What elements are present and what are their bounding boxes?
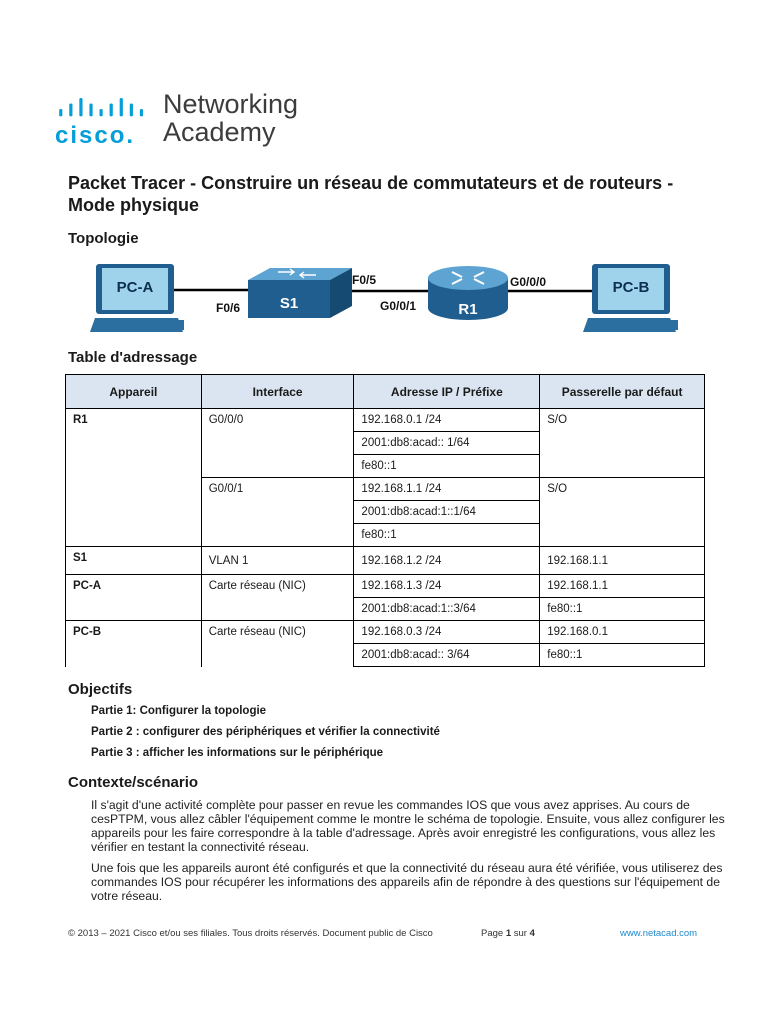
footer-copyright: © 2013 – 2021 Cisco et/ou ses filiales. Tous droits réservés. Document public de Cisco xyxy=(68,928,433,939)
ip-cell: 192.168.1.1 /24 xyxy=(354,478,540,501)
objective-item-3: Partie 3 : afficher les informations sur le périphérique xyxy=(91,747,384,759)
interface-cell: G0/0/1 xyxy=(201,478,354,547)
gateway-cell: fe80::1 xyxy=(540,644,705,667)
switch-s1-icon xyxy=(248,268,352,318)
interface-cell: Carte réseau (NIC) xyxy=(201,575,354,621)
ip-cell: fe80::1 xyxy=(354,524,540,547)
pc-b-icon xyxy=(583,264,678,332)
page-current: 1 xyxy=(505,928,512,939)
pc-b-label: PC-B xyxy=(612,279,650,296)
interface-g001-label: G0/0/1 xyxy=(380,299,417,313)
ip-cell: 192.168.1.3 /24 xyxy=(354,575,540,598)
document-title: Packet Tracer - Construire un réseau de commutateurs et de routeurs - Mode physique xyxy=(68,173,674,215)
ip-cell: 2001:db8:acad:: 1/64 xyxy=(354,432,540,455)
page-mid: sur xyxy=(513,928,527,939)
logo-academy-text: Academy xyxy=(163,117,276,147)
table-row xyxy=(66,621,705,644)
logo-networking-text: Networking xyxy=(163,89,299,119)
table-row xyxy=(66,409,705,432)
section-heading-context: Contexte/scénario xyxy=(68,774,199,791)
device-cell: S1 xyxy=(66,547,202,575)
gateway-cell: 192.168.1.1 xyxy=(540,575,705,598)
interface-g000-label: G0/0/0 xyxy=(510,275,547,289)
cisco-bars-icon xyxy=(55,98,155,120)
interface-cell: Carte réseau (NIC) xyxy=(201,621,354,667)
section-heading-topology: Topologie xyxy=(68,230,139,247)
section-heading-objectives: Objectifs xyxy=(68,681,133,698)
ip-cell: 192.168.0.1 /24 xyxy=(354,409,540,432)
pc-a-label: PC-A xyxy=(116,279,154,296)
device-cell: R1 xyxy=(66,409,202,547)
gateway-cell: S/O xyxy=(540,478,705,547)
context-paragraph-1: Il s'agit d'une activité complète pour passer en revue les commandes IOS que vous avez apprises. Au cours de cesPTPM, vous allez câbler l'équipement comme le montre le schéma de topologie. Ensuite, vous allez configurer les appareils pour les faire correspondre à la table d'adressage. Après avoir enregistré les configurations, vous allez les vérifier en testant la connectivité réseau. xyxy=(91,798,725,854)
interface-cell: G0/0/0 xyxy=(201,409,354,478)
objective-item-1: Partie 1: Configurer la topologie xyxy=(91,705,267,717)
ip-cell: 2001:db8:acad:1::1/64 xyxy=(354,501,540,524)
objective-item-2: Partie 2 : configurer des périphériques et vérifier la connectivité xyxy=(91,726,440,738)
topology-diagram xyxy=(90,258,690,338)
cisco-wordmark: cisco. xyxy=(55,122,136,149)
footer-page-number xyxy=(481,928,535,939)
router-r1-label: R1 xyxy=(458,301,478,318)
interface-cell: VLAN 1 xyxy=(201,547,354,575)
interface-f06-label: F0/6 xyxy=(216,301,241,315)
context-paragraph-2: Une fois que les appareils auront été configurés et que la connectivité du réseau aura été vérifiée, vous utiliserez des commandes IOS pour récupérer les informations des appareils afin de répondre à des questions sur l'équipement de votre réseau. xyxy=(91,861,723,903)
column-header-device: Appareil xyxy=(66,375,202,409)
pc-a-icon xyxy=(90,264,184,332)
cisco-networking-academy-logo xyxy=(55,89,315,154)
table-row xyxy=(66,575,705,598)
ip-cell: 192.168.1.2 /24 xyxy=(354,547,540,575)
column-header-interface: Interface xyxy=(201,375,354,409)
ip-cell: 192.168.0.3 /24 xyxy=(354,621,540,644)
addressing-table xyxy=(65,374,705,667)
ip-cell: 2001:db8:acad:: 3/64 xyxy=(354,644,540,667)
gateway-cell: 192.168.1.1 xyxy=(540,547,705,575)
interface-f05-label: F0/5 xyxy=(352,273,377,287)
ip-cell: 2001:db8:acad:1::3/64 xyxy=(354,598,540,621)
column-header-gateway: Passerelle par défaut xyxy=(540,375,705,409)
column-header-ip: Adresse IP / Préfixe xyxy=(354,375,540,409)
switch-s1-label: S1 xyxy=(279,295,299,312)
ip-cell: fe80::1 xyxy=(354,455,540,478)
gateway-cell: 192.168.0.1 xyxy=(540,621,705,644)
footer-website-link[interactable]: www.netacad.com xyxy=(620,928,698,939)
table-header-row xyxy=(66,375,705,409)
page-prefix: Page xyxy=(481,928,504,939)
gateway-cell: S/O xyxy=(540,409,705,478)
section-heading-addressing: Table d'adressage xyxy=(68,349,198,366)
table-row xyxy=(66,547,705,575)
device-cell: PC-B xyxy=(66,621,202,667)
gateway-cell: fe80::1 xyxy=(540,598,705,621)
device-cell: PC-A xyxy=(66,575,202,621)
page-total: 4 xyxy=(529,928,535,939)
